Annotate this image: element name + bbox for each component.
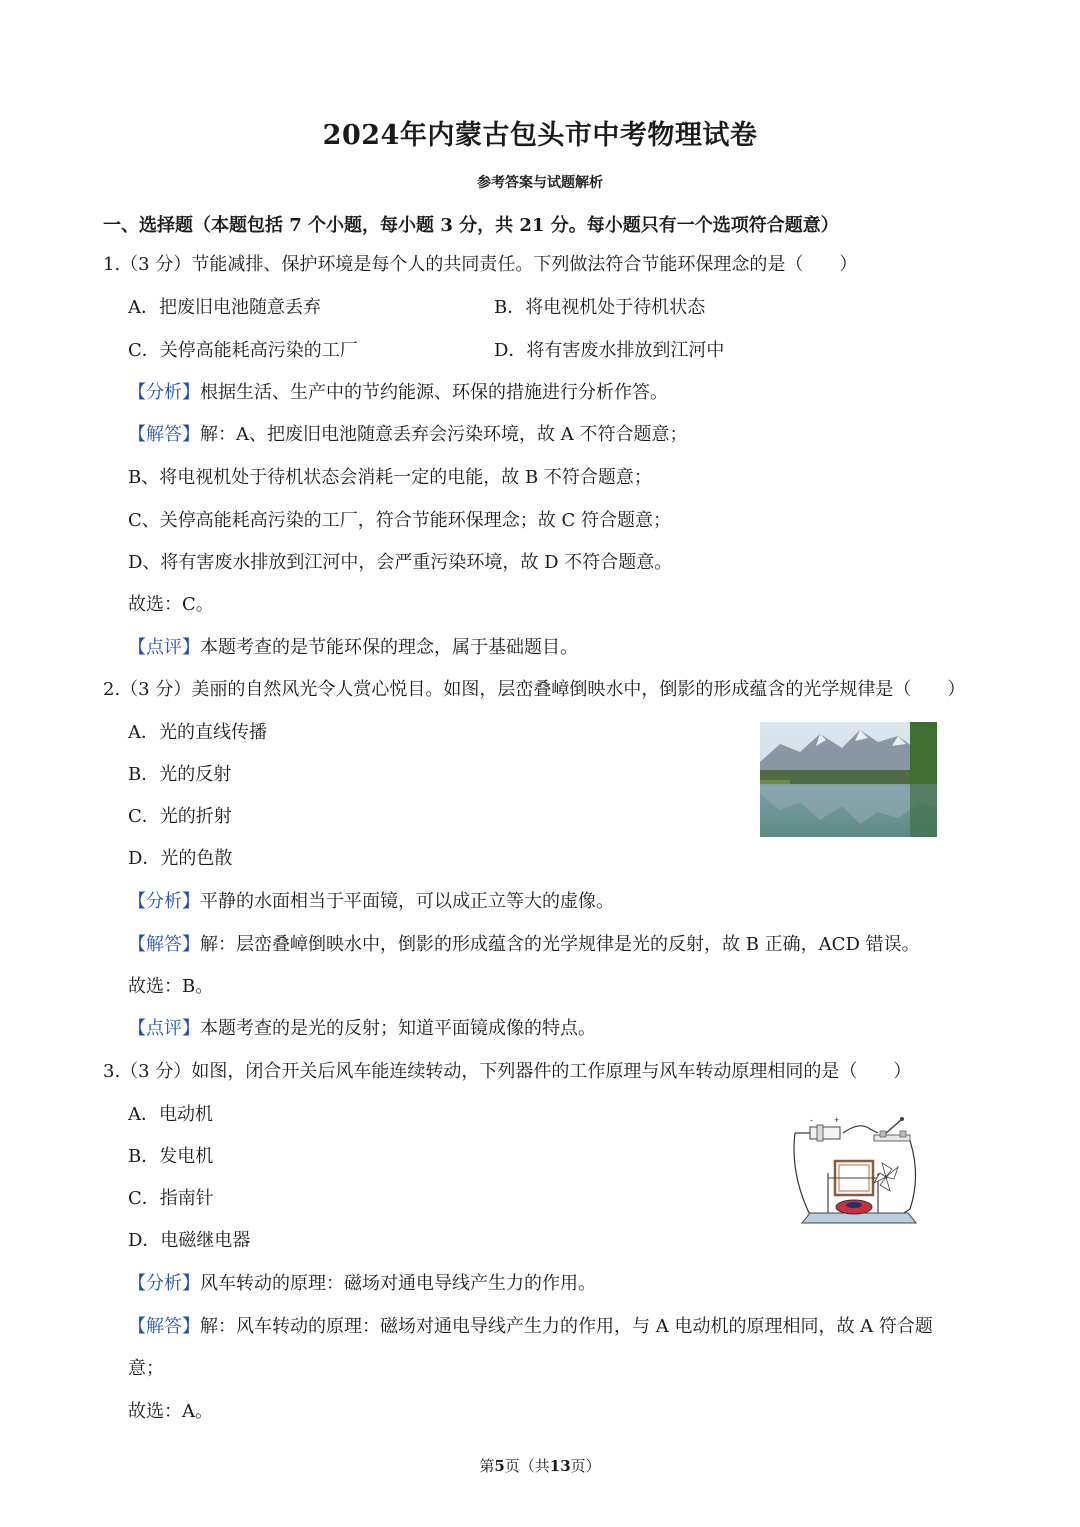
question-2-option-a: A．光的直线传播: [128, 722, 267, 743]
page-subtitle: 参考答案与试题解析: [477, 175, 603, 191]
question-2-stem: 2.（3 分）美丽的自然风光令人赏心悦目。如图，层峦叠嶂倒映水中，倒影的形成蕴含的光学规律是（ ）: [103, 679, 966, 700]
question-3-option-b: B．发电机: [128, 1146, 214, 1167]
question-2-option-c: C．光的折射: [128, 806, 232, 827]
comment-tag: 【点评】: [128, 1018, 200, 1039]
question-2-analysis: [128, 890, 614, 914]
solution-tag: 【解答】: [128, 424, 200, 445]
question-3-option-c: C．指南针: [128, 1188, 214, 1209]
solution-text: 解：风车转动的原理：磁场对通电导线产生力的作用，与 A 电动机的原理相同，故 A 符合题: [200, 1316, 933, 1337]
question-1-solution-line: B、将电视机处于待机状态会消耗一定的电能，故 B 不符合题意；: [128, 467, 652, 488]
question-1-option-d: D．将有害废水排放到江河中: [494, 340, 725, 361]
question-3-solution: [128, 1315, 933, 1339]
page-footer: [0, 1455, 1080, 1476]
solution-tag: 【解答】: [128, 934, 200, 955]
question-1-comment: [128, 636, 578, 660]
question-3-answer: 故选：A。: [128, 1401, 213, 1422]
analysis-text: 风车转动的原理：磁场对通电导线产生力的作用。: [200, 1273, 596, 1294]
page-title: 2024年内蒙古包头市中考物理试卷: [322, 120, 758, 151]
question-1-option-b: B．将电视机处于待机状态: [494, 297, 706, 318]
comment-text: 本题考查的是光的反射；知道平面镜成像的特点。: [200, 1018, 596, 1039]
footer-prefix: 第: [479, 1457, 495, 1475]
question-2-option-b: B．光的反射: [128, 764, 232, 785]
footer-middle: 页（共: [504, 1457, 550, 1475]
motor-windmill-diagram: [790, 1113, 925, 1228]
analysis-tag: 【分析】: [128, 1273, 200, 1294]
footer-suffix: 页）: [570, 1457, 601, 1475]
analysis-text: 平静的水面相当于平面镜，可以成正立等大的虚像。: [200, 891, 614, 912]
question-1-solution: [128, 423, 687, 447]
battery-plus-sign: +: [834, 1115, 840, 1125]
mountain-lake-photo: [760, 722, 937, 837]
section-heading: 一、选择题（本题包括 7 个小题，每小题 3 分，共 21 分。每小题只有一个选项符合题意）: [103, 215, 839, 236]
question-1-answer: 故选：C。: [128, 594, 214, 615]
solution-text: 解：层峦叠嶂倒映水中，倒影的形成蕴含的光学规律是光的反射，故 B 正确，ACD 错误。: [200, 934, 920, 955]
question-3-option-d: D．电磁继电器: [128, 1230, 251, 1251]
solution-text: 解：A、把废旧电池随意丢弃会污染环境，故 A 不符合题意；: [200, 424, 688, 445]
analysis-text: 根据生活、生产中的节约能源、环保的措施进行分析作答。: [200, 382, 668, 403]
question-3-solution-continued: 意；: [128, 1358, 164, 1379]
question-2-solution: [128, 933, 920, 957]
question-2-answer: 故选：B。: [128, 976, 214, 997]
analysis-tag: 【分析】: [128, 382, 200, 403]
battery-minus-sign: -: [810, 1115, 813, 1125]
question-1-option-a: A．把废旧电池随意丢弃: [128, 297, 321, 318]
question-3-analysis: [128, 1272, 596, 1296]
analysis-tag: 【分析】: [128, 891, 200, 912]
question-2-comment: [128, 1017, 596, 1041]
question-1-solution-line: D、将有害废水排放到江河中，会严重污染环境，故 D 不符合题意。: [128, 552, 673, 573]
question-1-analysis: [128, 381, 668, 405]
question-1-stem: 1.（3 分）节能减排、保护环境是每个人的共同责任。下列做法符合节能环保理念的是（ ）: [103, 254, 858, 275]
comment-tag: 【点评】: [128, 637, 200, 658]
solution-tag: 【解答】: [128, 1316, 200, 1337]
question-3-stem: 3.（3 分）如图，闭合开关后风车能连续转动，下列器件的工作原理与风车转动原理相同的是（ ）: [103, 1061, 912, 1082]
current-page-number: 5: [494, 1457, 505, 1475]
comment-text: 本题考查的是节能环保的理念，属于基础题目。: [200, 637, 578, 658]
question-1-solution-line: C、关停高能耗高污染的工厂，符合节能环保理念；故 C 符合题意；: [128, 510, 671, 531]
question-2-option-d: D．光的色散: [128, 848, 233, 869]
question-3-option-a: A．电动机: [128, 1104, 213, 1125]
total-page-count: 13: [549, 1457, 571, 1475]
question-1-option-c: C．关停高能耗高污染的工厂: [128, 340, 358, 361]
